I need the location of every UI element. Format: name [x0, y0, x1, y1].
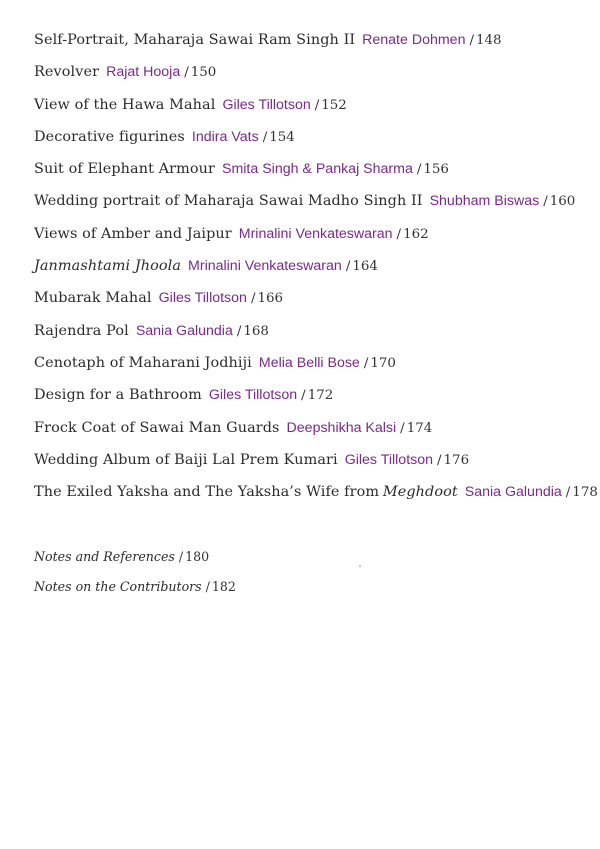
- entry-title: Wedding Album of Baiji Lal Prem Kumari: [34, 451, 338, 468]
- entry-author: Mrinalini Venkateswaran: [238, 225, 393, 242]
- print-speck: [359, 565, 361, 567]
- entry-page-number: 176: [443, 452, 470, 468]
- entry-separator: /: [363, 355, 369, 371]
- toc-entry: [34, 287, 592, 319]
- entry-page-number: 174: [406, 420, 433, 436]
- entry-page-number: 152: [321, 97, 347, 113]
- entry-title-italic: Meghdoot: [382, 484, 458, 501]
- entry-title: Decorative figurines: [34, 128, 185, 145]
- entry-separator: /: [543, 194, 548, 210]
- toc-entry: [34, 384, 592, 416]
- toc-entry: [34, 417, 592, 449]
- entry-author: Giles Tillotson: [158, 290, 247, 307]
- toc-entry: [34, 61, 592, 93]
- entry-author: Indira Vats: [191, 128, 259, 145]
- backmatter-entry: [34, 576, 236, 606]
- entry-page-number: 170: [370, 355, 396, 371]
- entry-separator: /: [236, 323, 242, 339]
- entry-title: Cenotaph of Maharani Jodhiji: [34, 354, 252, 371]
- entry-separator: /: [437, 452, 442, 468]
- entry-author: Smita Singh & Pankaj Sharma: [222, 161, 413, 178]
- entry-page-number: 162: [403, 226, 429, 242]
- entry-title: Mubarak Mahal: [34, 290, 152, 307]
- toc-entry: [34, 158, 592, 190]
- backmatter-title: Notes on the Contributors: [34, 578, 202, 594]
- entry-author: Melia Belli Bose: [258, 354, 360, 371]
- toc-entry: [34, 126, 592, 158]
- entry-page-number: 172: [307, 388, 334, 404]
- entry-author: Mrinalini Venkateswaran: [188, 258, 342, 275]
- entry-title: Janmashtami Jhoola: [34, 258, 182, 275]
- entry-title: The Exiled Yaksha and The Yaksha’s Wife from: [34, 484, 380, 501]
- entry-separator: /: [345, 259, 351, 275]
- entry-page-number: 164: [352, 259, 378, 275]
- toc-entry: [34, 94, 592, 126]
- entry-page-number: 156: [423, 162, 449, 178]
- entry-separator: /: [184, 65, 189, 81]
- table-of-contents: [34, 29, 598, 513]
- entry-title: Self-Portrait, Maharaja Sawai Ram Singh II: [34, 32, 356, 48]
- backmatter-page-number: 180: [185, 549, 210, 564]
- entry-page-number: 154: [269, 129, 295, 145]
- entry-page-number: 150: [190, 65, 217, 81]
- entry-separator: /: [416, 162, 422, 178]
- entry-author: Giles Tillotson: [222, 96, 311, 113]
- entry-author: Giles Tillotson: [208, 387, 298, 404]
- entry-author: Sania Galundia: [135, 322, 233, 339]
- entry-author: Renate Dohmen: [362, 32, 466, 48]
- entry-page-number: 166: [257, 291, 284, 307]
- entry-title: Frock Coat of Sawai Man Guards: [34, 419, 280, 436]
- entry-separator: /: [314, 97, 320, 113]
- entry-separator: /: [400, 420, 405, 436]
- entry-title: Rajendra Pol: [34, 322, 129, 339]
- toc-entry: [34, 320, 592, 352]
- toc-entry: [34, 255, 592, 287]
- entry-author: Giles Tillotson: [344, 451, 434, 468]
- entry-title: Views of Amber and Jaipur: [34, 225, 232, 242]
- backmatter-page-number: 182: [211, 578, 236, 594]
- backmatter-separator: /: [205, 578, 210, 594]
- entry-separator: /: [301, 388, 306, 404]
- entry-title: Revolver: [34, 64, 100, 81]
- entry-title: Design for a Bathroom: [34, 387, 202, 404]
- entry-title: View of the Hawa Mahal: [34, 96, 216, 113]
- entry-author: Shubham Biswas: [429, 193, 540, 210]
- toc-entry: [34, 190, 592, 222]
- entry-page-number: 160: [549, 194, 576, 210]
- entry-separator: /: [396, 226, 402, 242]
- back-matter: [34, 546, 236, 605]
- entry-title: Suit of Elephant Armour: [34, 161, 215, 178]
- toc-entry: [34, 223, 592, 255]
- entry-page-number: 148: [475, 33, 502, 48]
- backmatter-separator: /: [178, 549, 184, 564]
- entry-title: Wedding portrait of Maharaja Sawai Madho Singh II: [34, 193, 423, 210]
- backmatter-entry: [34, 546, 236, 576]
- toc-entry: [34, 481, 598, 513]
- toc-entry: [34, 29, 592, 61]
- entry-author: Sania Galundia: [464, 484, 562, 501]
- toc-entry: [34, 352, 592, 384]
- toc-entry: [34, 449, 592, 481]
- entry-author: Deepshikha Kalsi: [286, 419, 397, 436]
- entry-separator: /: [262, 129, 268, 145]
- entry-separator: /: [250, 291, 256, 307]
- entry-separator: /: [469, 33, 474, 48]
- entry-separator: /: [565, 485, 571, 501]
- entry-author: Rajat Hooja: [106, 64, 181, 81]
- entry-page-number: 168: [243, 323, 269, 339]
- entry-page-number: 178: [572, 485, 598, 501]
- backmatter-title: Notes and References: [34, 549, 175, 564]
